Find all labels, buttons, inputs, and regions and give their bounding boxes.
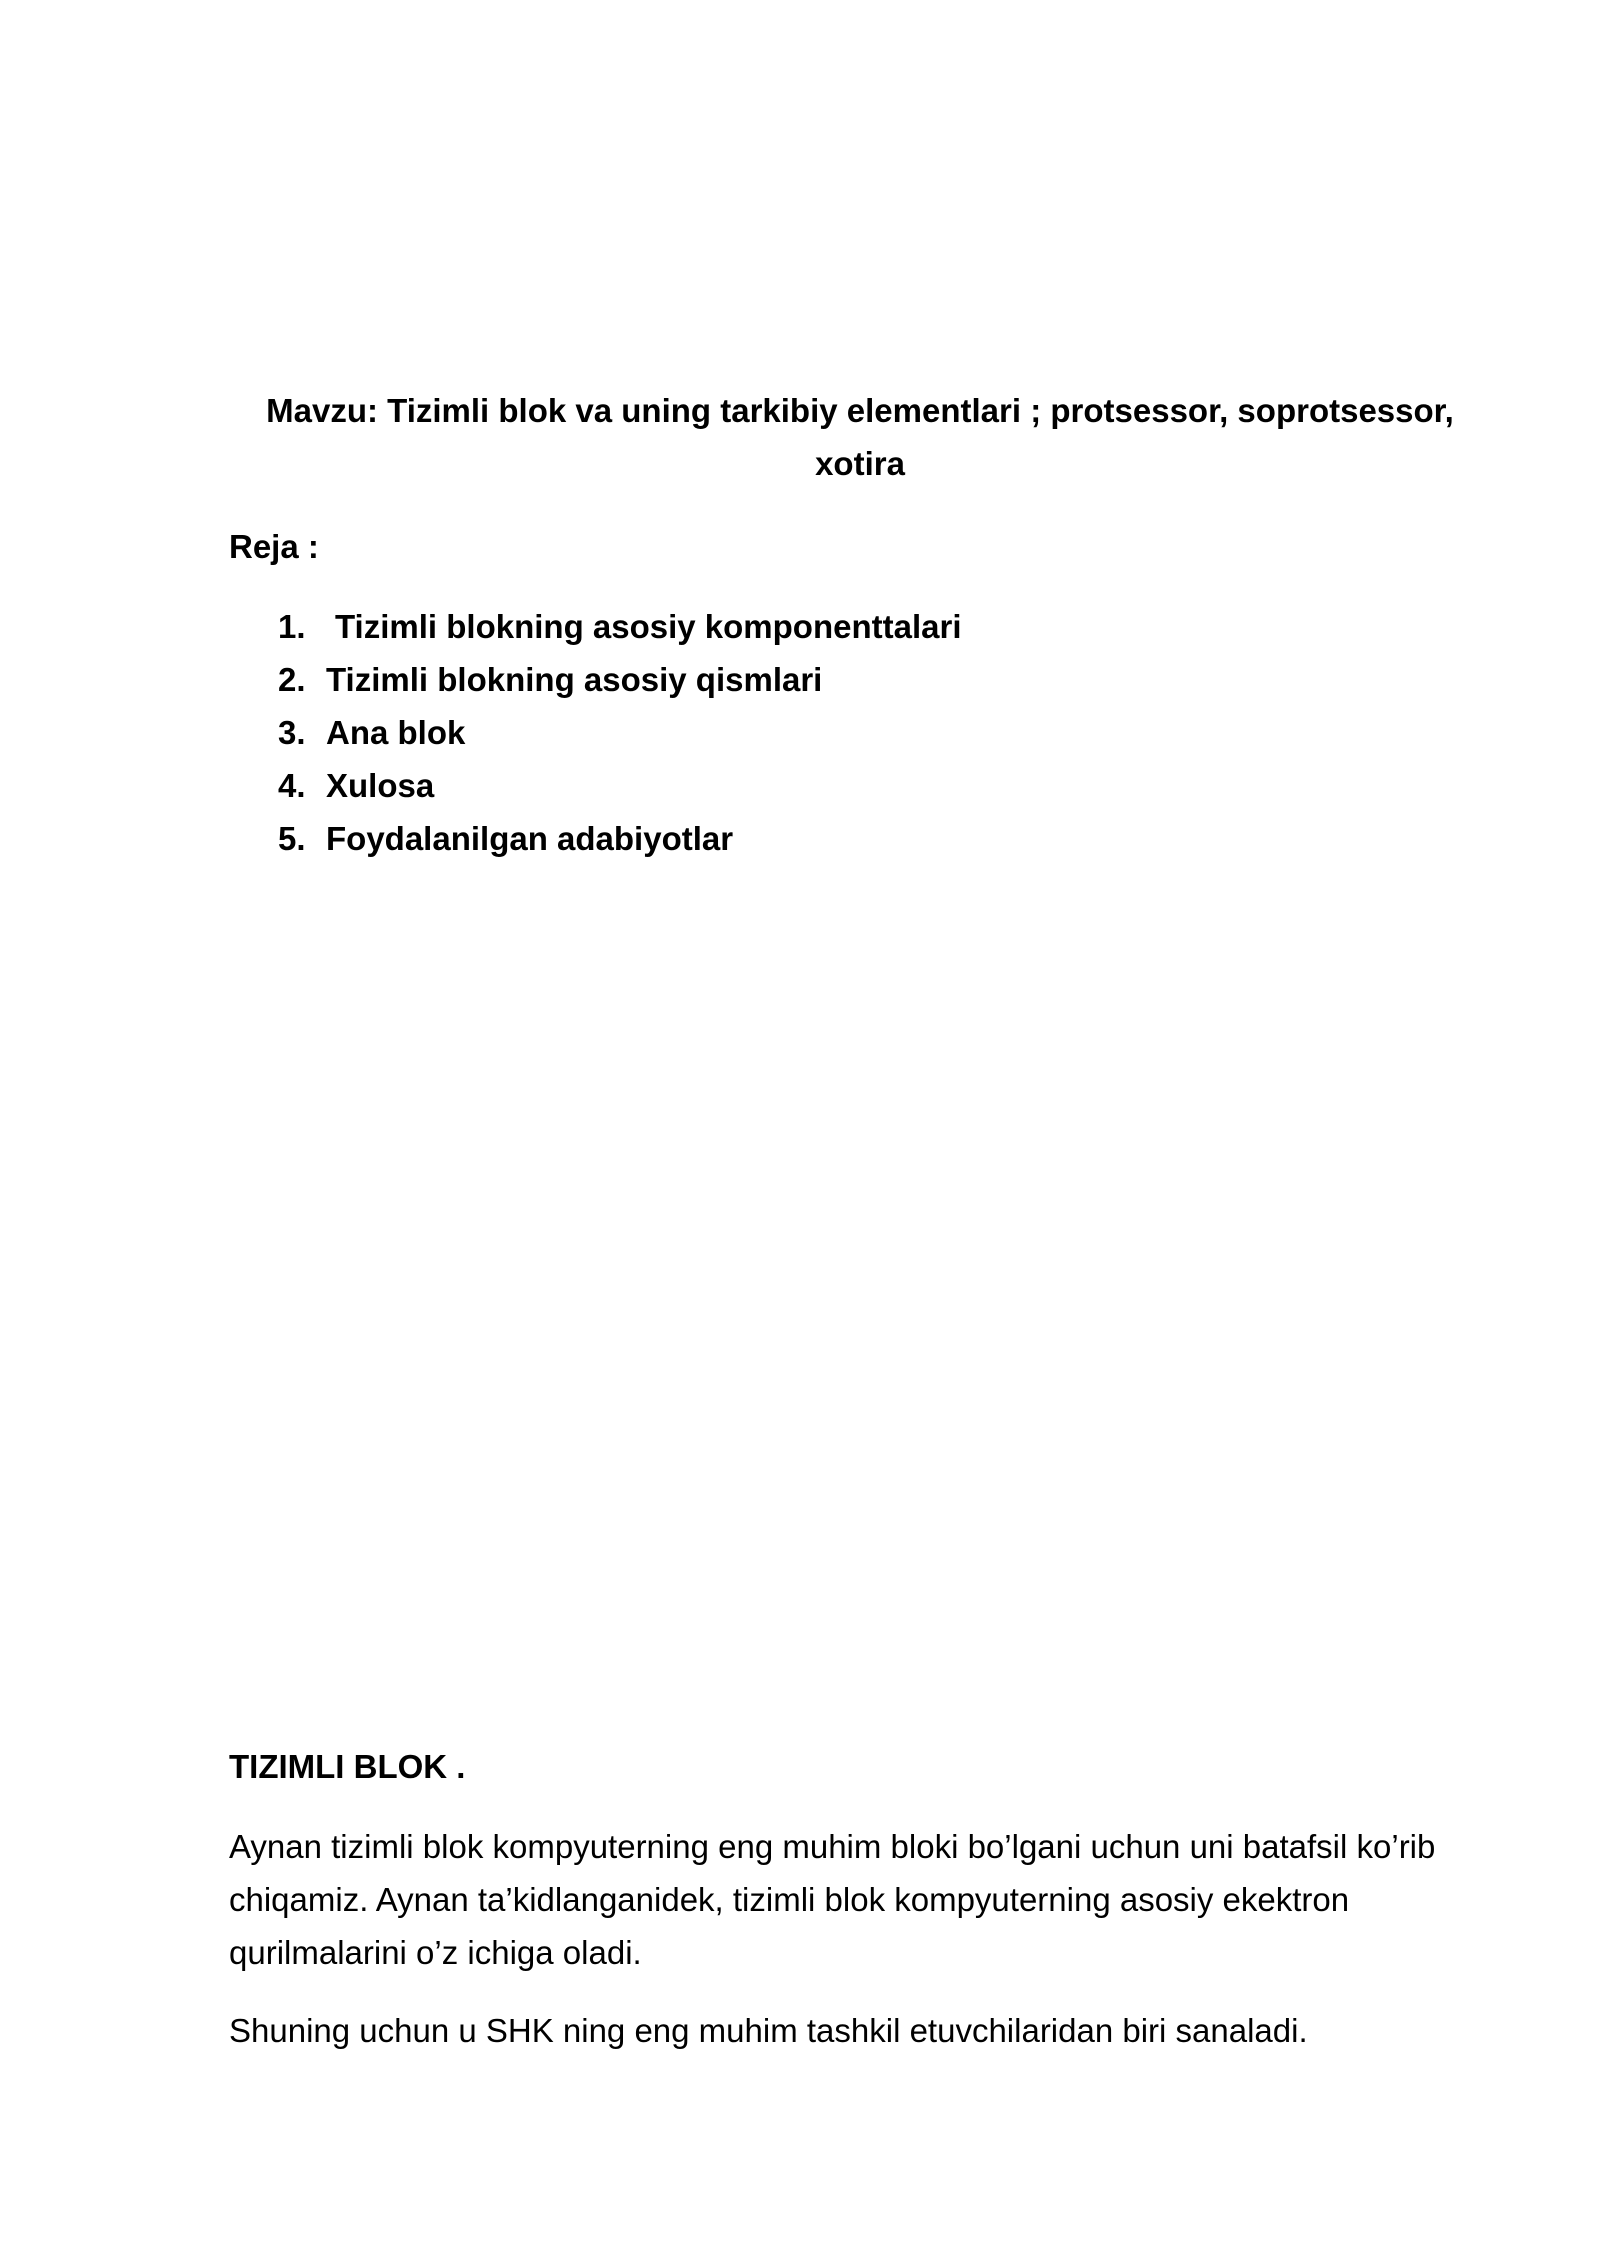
plan-heading: Reja : — [229, 528, 319, 565]
plan-item-text: Foydalanilgan adabiyotlar — [326, 820, 734, 857]
document-title: Mavzu: Tizimli blok va uning tarkibiy elementlari ; protsessor, soprotsessor, xotira — [266, 392, 1454, 482]
plan-item-text: Tizimli blokning asosiy qismlari — [326, 661, 823, 698]
plan-item-text: Xulosa — [326, 767, 435, 804]
body-paragraph: Aynan tizimli blok kompyuterning eng muhim bloki bo’lgani uchun uni batafsil ko’rib chiqamiz. Aynan ta’kidlanganidek, tizimli blok kompyuterning asosiy ekektron qurilmalarini o’z ichiga oladi. — [229, 1828, 1436, 1971]
plan-item-number: 1. — [278, 608, 306, 645]
body-paragraph: Shuning uchun u SHK ning eng muhim tashkil etuvchilaridan biri sanaladi. — [229, 2012, 1308, 2049]
section-heading: TIZIMLI BLOK . — [229, 1748, 466, 1785]
plan-item-number: 5. — [278, 820, 306, 857]
plan-item-text: Tizimli blokning asosiy komponenttalari — [335, 608, 962, 645]
plan-item-number: 3. — [278, 714, 306, 751]
plan-item-text: Ana blok — [326, 714, 466, 751]
plan-item-number: 4. — [278, 767, 306, 804]
plan-item-number: 2. — [278, 661, 306, 698]
